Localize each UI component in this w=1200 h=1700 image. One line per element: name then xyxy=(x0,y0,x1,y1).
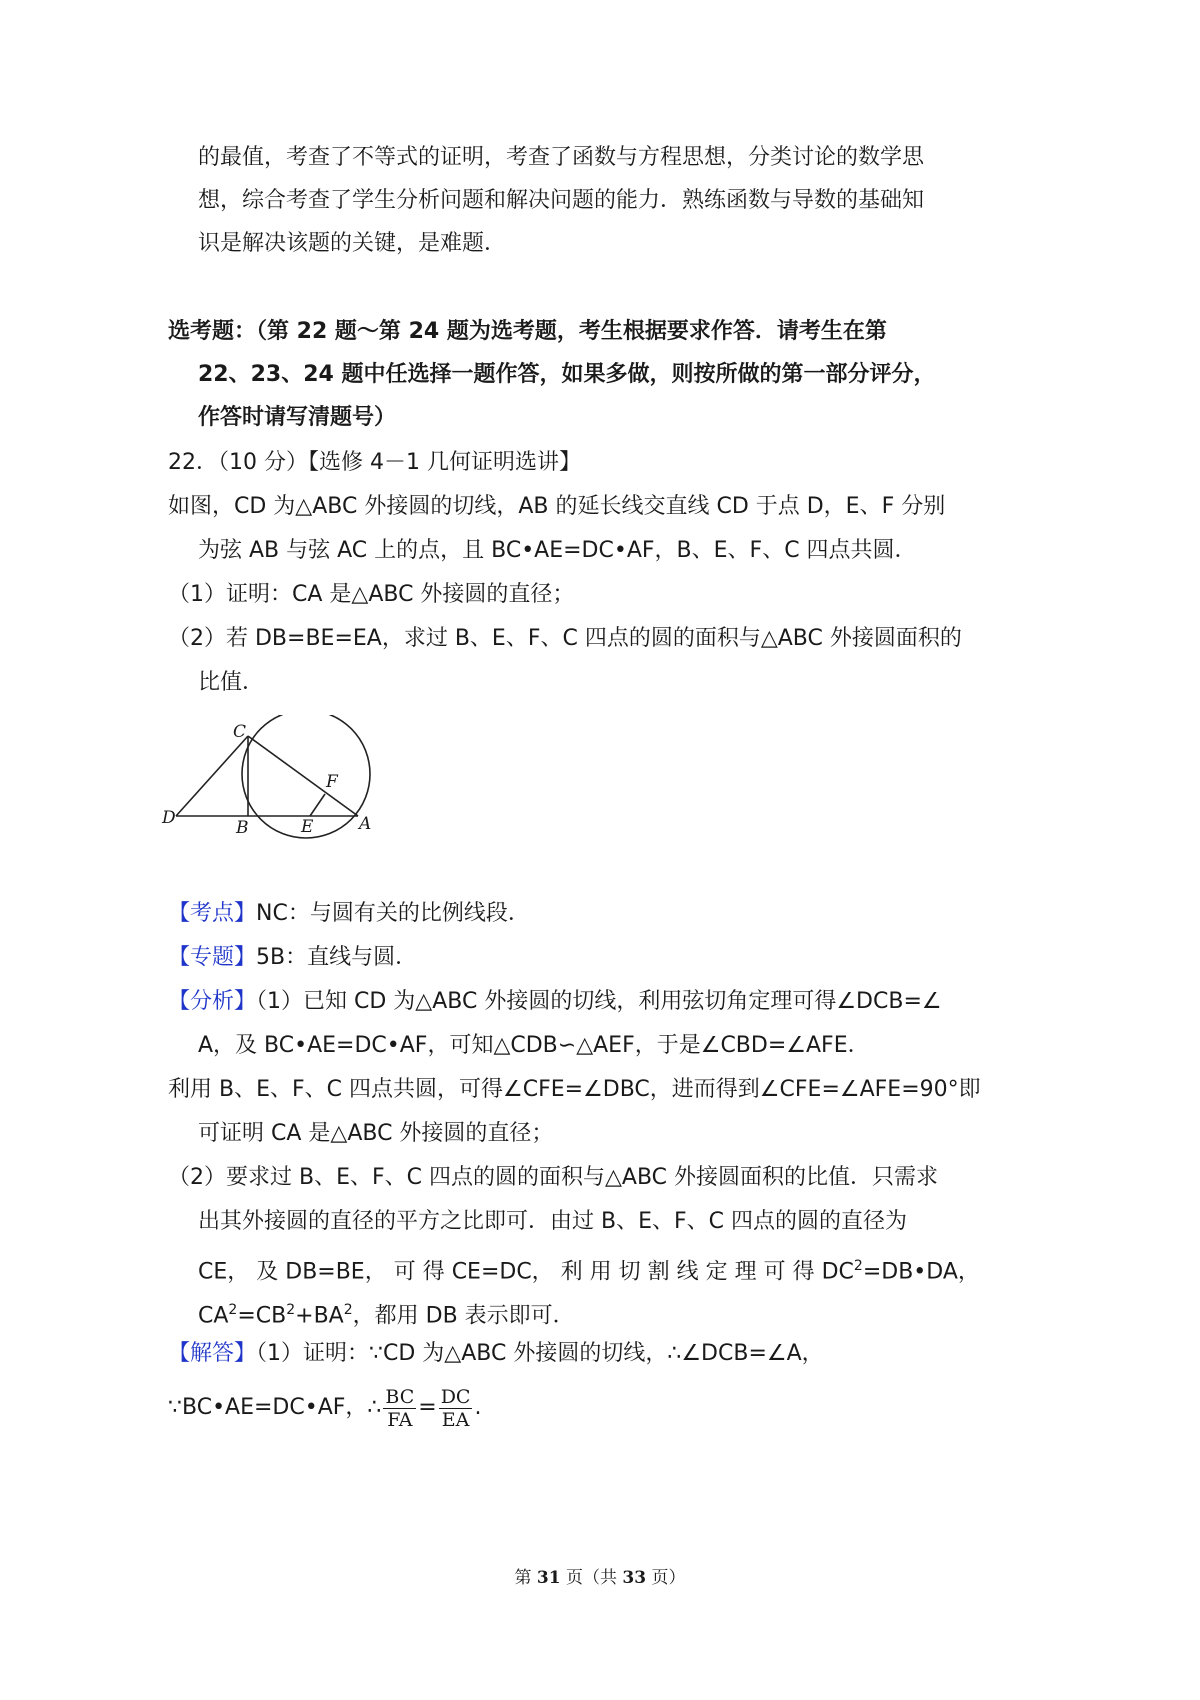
footer-suffix: 页） xyxy=(646,1568,686,1588)
fenxi-text-7a: CE， 及 DB=BE， 可 得 CE=DC， 利 用 切 割 线 定 理 可 得 DC xyxy=(198,1259,854,1285)
problem-question-1: （1）证明：CA 是△ABC 外接圆的直径； xyxy=(168,582,575,607)
label-B: B xyxy=(236,818,249,838)
fenxi-line-1 xyxy=(168,986,942,1018)
jieda-text-1: （1）证明：∵CD 为△ABC 外接圆的切线，∴∠DCB=∠A， xyxy=(256,1341,824,1366)
intro-line-1: 的最值，考查了不等式的证明，考查了函数与方程思想，分类讨论的数学思 xyxy=(198,145,925,170)
fenxi-text-8d: ，都用 DB 表示即可． xyxy=(352,1303,575,1329)
fenxi-text-8c: +BA xyxy=(295,1303,344,1329)
superscript: 2 xyxy=(228,1302,238,1318)
section-heading-line-3: 作答时请写清题号） xyxy=(198,405,397,430)
jieda-text-2: ∵BC•AE=DC•AF，∴ xyxy=(168,1395,382,1420)
label-A: A xyxy=(359,814,372,834)
footer-prefix: 第 xyxy=(514,1568,537,1588)
fraction-numerator: BC xyxy=(385,1385,415,1408)
zhuanti-tag: 【专题】 xyxy=(168,945,257,970)
zhuanti-line xyxy=(168,942,417,974)
fraction-bc-fa xyxy=(383,1386,416,1431)
section-heading-line-1: 选考题：（第 22 题～第 24 题为选考题，考生根据要求作答．请考生在第 xyxy=(168,319,887,344)
fenxi-line-8 xyxy=(198,1294,575,1332)
zhuanti-text: 5B：直线与圆． xyxy=(256,945,418,970)
kaodian-text: NC：与圆有关的比例线段． xyxy=(256,901,530,926)
superscript: 2 xyxy=(286,1302,296,1318)
label-D: D xyxy=(162,808,176,828)
problem-statement-line-2: 为弦 AB 与弦 AC 上的点，且 BC•AE=DC•AF，B、E、F、C 四点共圆． xyxy=(198,538,917,563)
footer-middle: 页（共 xyxy=(560,1568,623,1588)
fenxi-line-5: （2）要求过 B、E、F、C 四点的圆的面积与△ABC 外接圆面积的比值．只需求 xyxy=(168,1165,939,1190)
fenxi-line-4: 可证明 CA 是△ABC 外接圆的直径； xyxy=(198,1121,554,1146)
superscript: 2 xyxy=(853,1258,863,1274)
fenxi-line-7 xyxy=(198,1250,980,1288)
intro-line-3: 识是解决该题的关键，是难题． xyxy=(198,231,507,256)
fenxi-line-2: A，及 BC•AE=DC•AF，可知△CDB∽△AEF，于是∠CBD=∠AFE． xyxy=(198,1033,870,1058)
problem-question-2-line-1: （2）若 DB=BE=EA，求过 B、E、F、C 四点的圆的面积与△ABC 外接圆面积的 xyxy=(168,626,962,651)
geometry-figure xyxy=(160,715,380,845)
segment-CA xyxy=(248,736,358,816)
page-footer xyxy=(0,1563,1200,1588)
kaodian-line xyxy=(168,898,530,930)
fenxi-line-3: 利用 B、E、F、C 四点共圆，可得∠CFE=∠DBC，进而得到∠CFE=∠AFE=90°即 xyxy=(168,1077,981,1102)
intro-line-2: 想，综合考查了学生分析问题和解决问题的能力．熟练函数与导数的基础知 xyxy=(198,188,925,213)
fenxi-text-8b: =CB xyxy=(237,1303,287,1329)
page-number: 31 xyxy=(536,1568,561,1588)
segment-DC xyxy=(176,736,248,816)
fenxi-text-7b: =DB•DA， xyxy=(862,1259,980,1285)
fraction-denominator: FA xyxy=(387,1408,413,1431)
problem-statement-line-1: 如图，CD 为△ABC 外接圆的切线，AB 的延长线交直线 CD 于点 D，E、F 分别 xyxy=(168,494,946,519)
jieda-line-2 xyxy=(168,1385,481,1431)
fenxi-text-1: （1）已知 CD 为△ABC 外接圆的切线，利用弦切角定理可得∠DCB=∠ xyxy=(256,989,942,1014)
total-pages: 33 xyxy=(622,1568,647,1588)
jieda-tag: 【解答】 xyxy=(168,1341,257,1366)
section-heading-line-2: 22、23、24 题中任选择一题作答，如果多做，则按所做的第一部分评分， xyxy=(198,362,936,387)
problem-header: 22．（10 分）【选修 4－1 几何证明选讲】 xyxy=(168,450,581,475)
segment-EF xyxy=(310,794,325,816)
fenxi-text-8a: CA xyxy=(198,1303,229,1329)
kaodian-tag: 【考点】 xyxy=(168,901,257,926)
problem-question-2-line-2: 比值． xyxy=(198,670,265,695)
label-F: F xyxy=(326,772,338,792)
fraction-denominator: EA xyxy=(441,1408,470,1431)
fraction-numerator: DC xyxy=(440,1385,471,1408)
jieda-line-1 xyxy=(168,1338,824,1370)
fraction-dc-ea xyxy=(439,1386,473,1431)
fenxi-line-6: 出其外接圆的直径的平方之比即可．由过 B、E、F、C 四点的圆的直径为 xyxy=(198,1209,907,1234)
superscript: 2 xyxy=(343,1302,353,1318)
period: . xyxy=(474,1395,482,1420)
label-C: C xyxy=(233,722,247,742)
fenxi-tag: 【分析】 xyxy=(168,989,257,1014)
label-E: E xyxy=(301,817,314,837)
equals-sign: = xyxy=(418,1395,437,1420)
